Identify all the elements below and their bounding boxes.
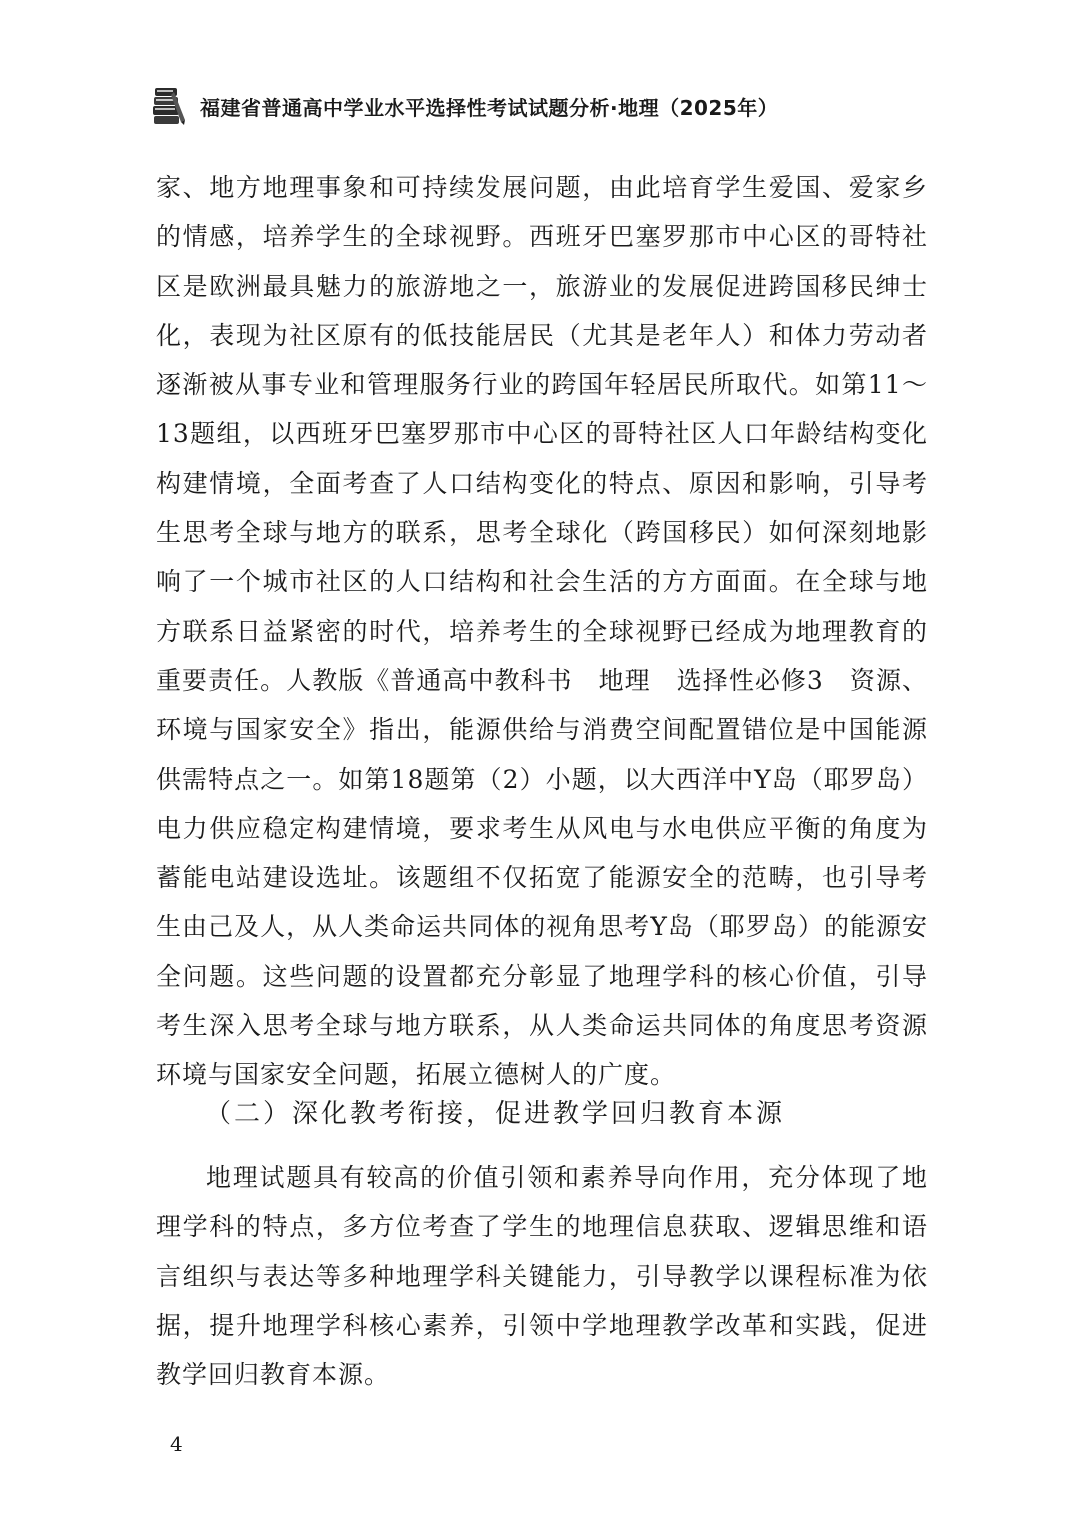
book-stack-icon: [152, 86, 186, 126]
page-number: 4: [170, 1432, 183, 1456]
running-header: [152, 84, 778, 128]
body-paragraph-2: 地理试题具有较高的价值引领和素养导向作用，充分体现了地理学科的特点，多方位考查了学生的地理信息获取、逻辑思维和语言组织与表达等多种地理学科关键能力，引导教学以课程标准为依据，提升地理学科核心素养，引领中学地理教学改革和实践，促进教学回归教育本源。: [156, 1163, 928, 1390]
body-paragraph-1: 家、地方地理事象和可持续发展问题，由此培育学生爱国、爱家乡的情感，培养学生的全球视野。西班牙巴塞罗那市中心区的哥特社区是欧洲最具魅力的旅游地之一，旅游业的发展促进跨国移民绅士化，表现为社区原有的低技能居民（尤其是老年人）和体力劳动者逐渐被从事专业和管理服务行业的跨国年轻居民所取代。如第11～13题组，以西班牙巴塞罗那市中心区的哥特社区人口年龄结构变化构建情境，全面考查了人口结构变化的特点、原因和影响，引导考生思考全球与地方的联系，思考全球化（跨国移民）如何深刻地影响了一个城市社区的人口结构和社会生活的方方面面。在全球与地方联系日益紧密的时代，培养考生的全球视野已经成为地理教育的重要责任。人教版《普通高中教科书 地理 选择性必修3 资源、环境与国家安全》指出，能源供给与消费空间配置错位是中国能源供需特点之一。如第18题第（2）小题，以大西洋中Y岛（耶罗岛）电力供应稳定构建情境，要求考生从风电与水电供应平衡的角度为蓄能电站建设选址。该题组不仅拓宽了能源安全的范畴，也引导考生由己及人，从人类命运共同体的视角思考Y岛（耶罗岛）的能源安全问题。这些问题的设置都充分彰显了地理学科的核心价值，引导考生深入思考全球与地方联系，从人类命运共同体的角度思考资源环境与国家安全问题，拓展立德树人的广度。: [156, 173, 928, 1090]
section-heading: （二）深化教考衔接，促进教学回归教育本源: [205, 1099, 786, 1129]
header-title: 福建省普通高中学业水平选择性考试试题分析·地理（2025年）: [200, 95, 779, 120]
